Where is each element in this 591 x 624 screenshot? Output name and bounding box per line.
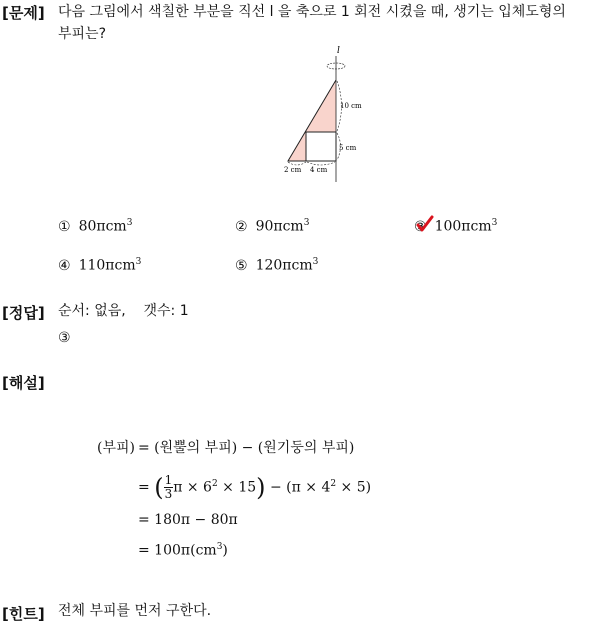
explanation-line3: = 180π − 80π <box>138 512 238 528</box>
explanation-line1-rhs: = (원뿔의 부피) − (원기둥의 부피) <box>138 440 355 456</box>
label-5cm: 5 cm <box>339 144 357 152</box>
choice-3[interactable]: ③ 100πcm$^3$ <box>414 218 497 235</box>
choice-1[interactable]: ① 80πcm$^3$ <box>58 218 133 235</box>
cone-figure <box>280 44 390 184</box>
hint-tag: [힌트] <box>2 605 45 623</box>
label-4cm: 4 cm <box>310 166 328 174</box>
cylinder-rect <box>306 132 336 161</box>
choice-4-number: ④ <box>58 257 71 274</box>
choice-5[interactable]: ⑤ 120πcm$^3$ <box>235 257 319 274</box>
axis-label: l <box>337 46 340 56</box>
choice-5-number: ⑤ <box>235 257 248 274</box>
answer-choice: ③ <box>58 330 71 346</box>
problem-text-line2: 부피는? <box>58 26 107 42</box>
problem-text-line1: 다음 그림에서 색칠한 부분을 직선 l 을 축으로 1 회전 시켰을 때, 생기는 입체도형의 <box>58 4 566 20</box>
answer-text: 순서: 없음, 갯수: 1 <box>58 303 189 319</box>
hint-text: 전체 부피를 먼저 구한다. <box>58 603 212 619</box>
choice-2[interactable]: ② 90πcm$^3$ <box>235 218 310 235</box>
explanation-tag: [해설] <box>2 374 45 392</box>
label-2cm: 2 cm <box>284 166 302 174</box>
problem-tag: [문제] <box>2 4 45 22</box>
choice-2-number: ② <box>235 218 248 235</box>
explanation-line1-lhs: (부피) <box>97 440 135 456</box>
choice-1-number: ① <box>58 218 71 235</box>
check-mark-icon <box>416 215 434 233</box>
choice-3-number: ③ <box>414 219 427 235</box>
label-10cm: 10 cm <box>340 102 362 110</box>
explanation-line4: = $100\pi(cm^3)$ <box>138 542 228 559</box>
explanation-line2: = ( $\frac{1}{3}$ $\pi \times 6^2 \times 15) - (\pi \times 4^2 \times 5)$ <box>138 473 372 502</box>
answer-tag: [정답] <box>2 304 45 322</box>
choice-4[interactable]: ④ 110πcm$^3$ <box>58 257 142 274</box>
